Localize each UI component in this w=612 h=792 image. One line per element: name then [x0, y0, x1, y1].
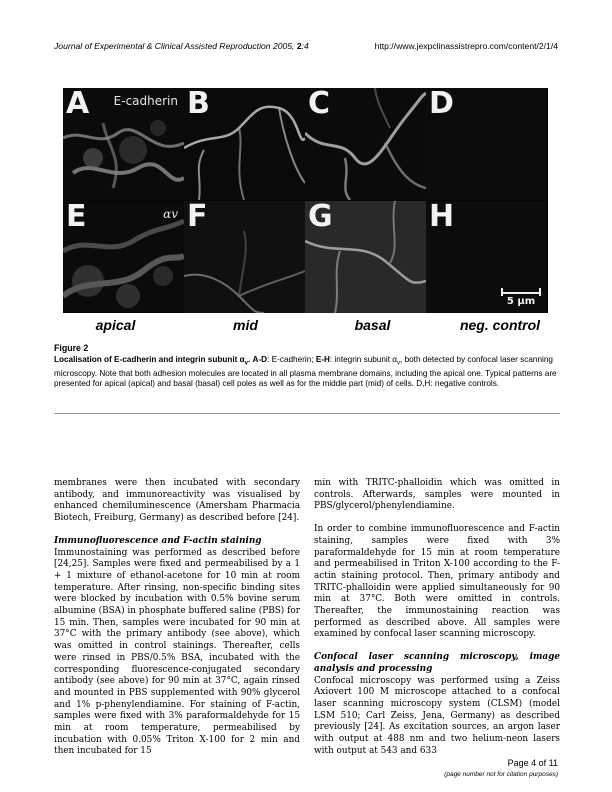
caption-title-sub: v [244, 360, 248, 367]
scale-bar-line [501, 292, 541, 294]
journal-issue: :4 [301, 41, 309, 51]
caption-divider [54, 413, 560, 414]
panel-b [184, 88, 305, 200]
caption-eh-text2: , both detected by confocal laser scanning microscopy. Note that both adhesion molecules are located in all plasma membrane domains, including the apical one. Typical patterns are presented for apical (apical) and basal (basal) cell poles as well as for the middle part (mid) of cells. D,H: negative controls. [54, 354, 557, 389]
caption-ad-text: : E-cadherin; [267, 354, 314, 364]
journal-header [54, 41, 309, 51]
caption-ad-label: A-D [252, 354, 268, 364]
caption-eh-text1: : integrin subunit α [329, 354, 398, 364]
left-paragraph-1: membranes were then incubated with secondary antibody, and immunoreactivity was visualised by enhanced chemiluminescence (Amersham Pharmacia Biotech, Freiburg, Germany) as described before [24]. [54, 478, 300, 524]
panel-a-marker: E-cadherin [113, 94, 178, 108]
article-url[interactable]: http://www.jexpclinassistrepro.com/content/2/1/4 [374, 41, 558, 51]
scale-bar-label: 5 µm [506, 296, 536, 307]
micrograph-figure [63, 88, 548, 313]
figure-caption [54, 343, 560, 390]
paragraph-gap [314, 513, 560, 524]
column-label-basal: basal [354, 317, 391, 333]
caption-title [54, 354, 251, 367]
right-paragraph-3: Confocal microscopy was performed using a Zeiss Axiovert 100 M microscope attached to a confocal laser scanning microscopy system (CLSM) (model LSM 510; Carl Zeiss, Jena, Germany) as described previously [24]. As excitation sources, an argon laser with output at 488 nm and two helium-neon lasers with output at 543 and 633 [314, 675, 560, 756]
section-heading-confocal: Confocal laser scanning microscopy, image analysis and processing [314, 652, 560, 674]
panel-b-letter: B [187, 88, 210, 121]
right-paragraph-2: In order to combine immunofluorescence and F-actin staining, samples were fixed with 3% paraformaldehyde for 15 min at room temperature and permeabilised in Triton X-100 according to the F-actin staining protocol. Then, primary antibody and TRITC-phalloidin were applied simultaneously for 90 min at 37°C. Both were omitted in controls. Thereafter, the immunostaining reaction was performed as described above. All samples were examined by confocal laser scanning microscopy. [314, 524, 560, 640]
section-heading-immunofluorescence: Immunofluorescence and F-actin staining [54, 535, 262, 546]
panel-c-letter: C [308, 88, 331, 121]
page-number: Page 4 of 11 [507, 758, 558, 768]
panel-f-letter: F [187, 201, 208, 234]
panel-g-letter: G [308, 201, 333, 234]
right-column [314, 478, 560, 757]
journal-volume: 2 [296, 41, 302, 51]
scale-bar [501, 292, 541, 307]
panel-h [426, 201, 547, 313]
caption-text [54, 355, 560, 390]
caption-title-part2: . [247, 354, 251, 364]
panel-a-letter: A [66, 88, 90, 121]
column-label-apical: apical [95, 317, 136, 333]
panel-e-letter: E [66, 201, 87, 234]
panel-a [63, 88, 184, 200]
caption-eh-sub: v [397, 360, 401, 367]
panel-e [63, 201, 184, 313]
caption-eh-label: E-H [315, 354, 330, 364]
journal-year: 2005, [272, 41, 295, 51]
column-label-mid: mid [233, 317, 258, 333]
right-paragraph-1: min with TRITC-phalloidin which was omitted in controls. Afterwards, samples were mounted in PBS/glycerol/phenylendiamine. [314, 478, 560, 512]
column-label-neg-control: neg. control [459, 317, 541, 333]
left-paragraph-2: Immunostaining was performed as described before [24,25]. Samples were fixed and permeabilised by a 1 + 1 mixture of ethanol-acetone for 10 min at room temperature. After rinsing, non-specific binding sites were blocked by incubation with 0.5% bovine serum albumine (BSA) in phosphate buffered saline (PBS) for 15 min. Then, samples were incubated for 90 min at 37°C with the primary antibody (see above), which was omitted in control stainings. Thereafter, cells were rinsed in PBS/0.5% BSA, incubated with the corresponding fluorescence-conjugated secondary antibody (see above) for 90 min at 37°C, again rinsed and mounted in PBS supplemented with 90% glycerol and 1% p-phenylendiamine. For staining of F-actin, samples were fixed with 3% paraformaldehyde for 15 min at room temperature, permeabilised by incubation with 0.05% Triton X-100 for 2 min and then incubated for 15 [54, 547, 300, 757]
panel-d [426, 88, 547, 200]
panel-e-marker: αv [163, 207, 178, 221]
citation-note: (page number not for citation purposes) [444, 771, 558, 778]
panel-c [305, 88, 426, 200]
panel-d-letter: D [429, 88, 454, 121]
panel-h-letter: H [429, 201, 455, 234]
left-column [54, 478, 300, 758]
caption-title-part1: Localisation of E-cadherin and integrin subunit α [54, 354, 245, 364]
journal-name: Journal of Experimental & Clinical Assisted Reproduction [54, 41, 271, 51]
panel-g [305, 201, 426, 313]
panel-f [184, 201, 305, 313]
figure-number: Figure 2 [54, 343, 89, 353]
